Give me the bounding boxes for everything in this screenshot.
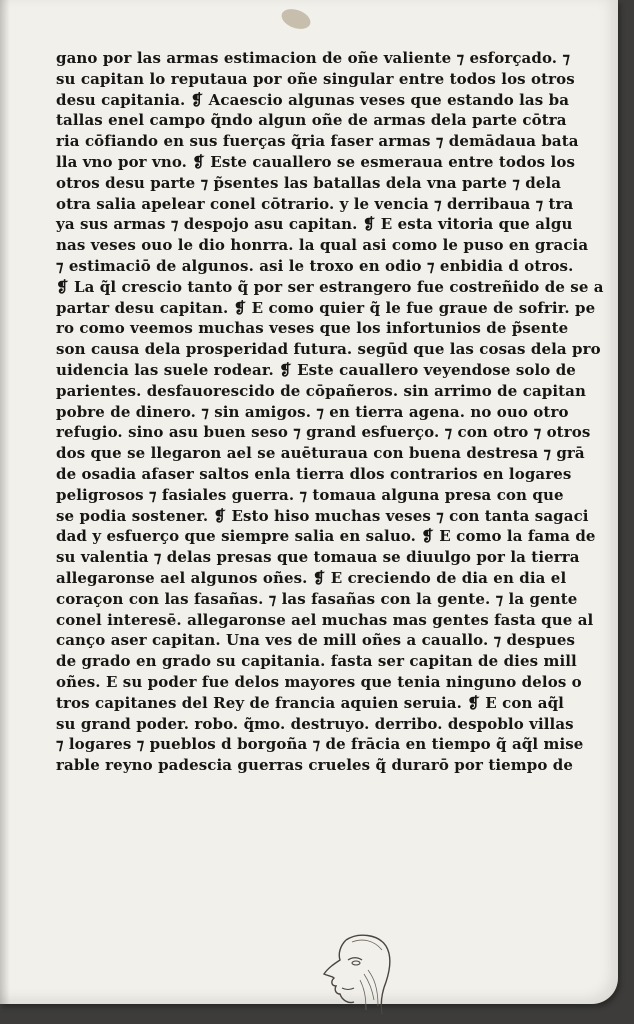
text-line: son causa dela prosperidad futura. segūd que las cosas dela pro	[56, 340, 601, 359]
text-line: parientes. desfauorescido de cōpañeros. sin arrimo de capitan	[56, 381, 587, 400]
text-line: de grado en grado su capitania. fasta ser capitan de dies mill	[56, 652, 577, 671]
text-line: rable reyno padescia guerras crueles q̃ durarō por tiempo de	[56, 756, 574, 775]
text-line: lla vno por vno. ❡ Este cauallero se esmeraua entre todos los	[56, 152, 575, 171]
text-line: tallas enel campo q̃ndo algun oñe de armas dela parte cōtra	[56, 111, 567, 130]
text-line: coraçon con las fasañas. ⁊ las fasañas con la gente. ⁊ la gente	[56, 589, 578, 608]
paper-stain	[279, 5, 313, 32]
text-line: ya sus armas ⁊ despojo asu capitan. ❡ E esta vitoria que algu	[56, 215, 573, 234]
text-line: refugio. sino asu buen seso ⁊ grand esfuerço. ⁊ con otro ⁊ otros	[56, 423, 591, 442]
text-line: conel interesē. allegaronse ael muchas mas gentes fasta que al	[56, 610, 594, 629]
text-line: uidencia las suele rodear. ❡ Este cauallero veyendose solo de	[56, 360, 576, 379]
text-line: ⁊ estimaciō de algunos. asi le troxo en odio ⁊ enbidia d otros.	[56, 256, 574, 275]
text-line: gano por las armas estimacion de oñe valiente ⁊ esforçado. ⁊	[56, 49, 571, 67]
text-line: ⁊ logares ⁊ pueblos d borgoña ⁊ de frācia en tiempo q̃ aq̃l mise	[56, 735, 584, 754]
text-line: desu capitania. ❡ Acaescio algunas veses que estando las ba	[56, 90, 570, 109]
marginal-face-sketch	[302, 930, 402, 1014]
text-line: dos que se llegaron ael se auēturaua con buena destresa ⁊ grā	[56, 444, 585, 463]
text-block	[56, 48, 616, 776]
text-line: ria cōfiando en sus fuerças q̃ria faser armas ⁊ demādaua bata	[56, 132, 579, 151]
text-line: su valentia ⁊ delas presas que tomaua se diuulgo por la tierra	[56, 548, 580, 567]
text-line: oñes. E su poder fue delos mayores que tenia ninguno delos o	[56, 672, 582, 691]
text-line: otros desu parte ⁊ p̃sentes las batallas dela vna parte ⁊ dela	[56, 173, 562, 192]
text-line: su capitan lo reputaua por oñe singular entre todos los otros	[56, 69, 575, 88]
text-line: tros capitanes del Rey de francia aquien seruia. ❡ E con aq̃l	[56, 693, 564, 712]
text-line: su grand poder. robo. q̃mo. destruyo. derribo. despoblo villas	[56, 714, 574, 733]
text-line: allegaronse ael algunos oñes. ❡ E creciendo de dia en dia el	[56, 568, 567, 587]
text-line: otra salia apelear conel cōtrario. y le vencia ⁊ derribaua ⁊ tra	[56, 194, 574, 213]
text-line: peligrosos ⁊ fasiales guerra. ⁊ tomaua alguna presa con que	[56, 485, 564, 504]
page-gutter-shadow	[0, 0, 10, 1004]
text-line: pobre de dinero. ⁊ sin amigos. ⁊ en tierra agena. no ouo otro	[56, 402, 569, 421]
text-line: ro como veemos muchas veses que los infortunios de p̃sente	[56, 319, 569, 338]
text-line: canço aser capitan. Una ves de mill oñes a cauallo. ⁊ despues	[56, 631, 576, 650]
text-line: de osadia afaser saltos enla tierra dlos contrarios en logares	[56, 464, 572, 483]
text-line: dad y esfuerço que siempre salia en saluo. ❡ E como la fama de	[56, 527, 596, 546]
text-line: nas veses ouo le dio honrra. la qual asi como le puso en gracia	[56, 236, 589, 255]
text-line: ❡ La q̃l crescio tanto q̃ por ser estrangero fue costreñido de se a	[56, 277, 604, 296]
text-line: se podia sostener. ❡ Esto hiso muchas veses ⁊ con tanta sagaci	[56, 506, 589, 525]
text-line: partar desu capitan. ❡ E como quier q̃ le fue graue de sofrir. pe	[56, 298, 596, 317]
